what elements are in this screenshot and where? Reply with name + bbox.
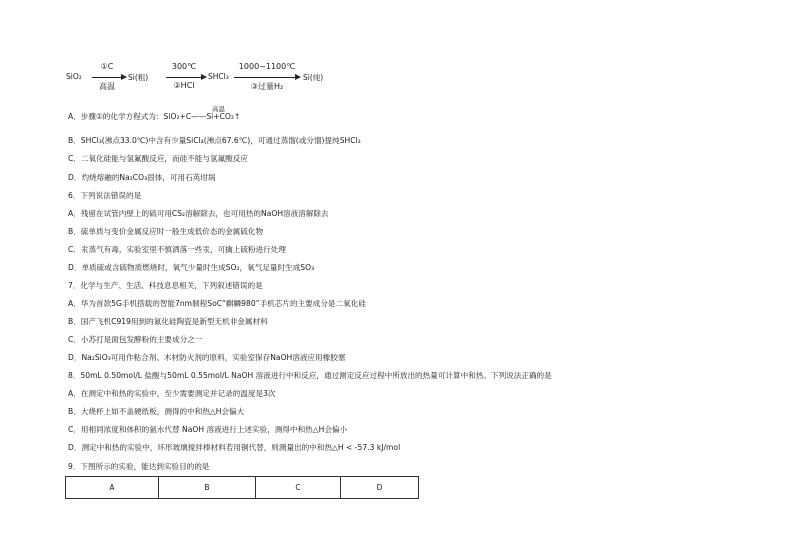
q6-option-b: B．硫单质与变价金属反应时一般生成低价态的金属硫化物 — [68, 227, 264, 236]
q8-option-d: D．测定中和热的实验中，环形玻璃搅拌棒材料若用铜代替，则测量出的中和热△H < -57.3 kJ/mol — [68, 443, 401, 452]
scheme-start: SiO₂ — [66, 72, 82, 81]
option-a-step1: A．步骤①的化学方程式为：SiO₂+C——Si+CO₂↑ — [68, 112, 241, 121]
q6-option-c: C．汞蒸气有毒，实验室里不慎洒落一些汞，可擒上硫粉进行处理 — [68, 245, 286, 254]
table-header-c: C — [256, 477, 341, 499]
q8-option-a: A．在测定中和热的实验中，至少需要测定并记录的温度是3次 — [68, 389, 276, 398]
scheme-arrowhead-1 — [121, 74, 127, 80]
scheme-product: Si(纯) — [303, 73, 324, 82]
options-table — [65, 476, 419, 499]
scheme-middle: SHCl₃ — [208, 72, 229, 81]
option-d-crucible: D．灼烧熔融的Na₂CO₃固体，可用石英坩埚 — [68, 173, 216, 182]
q7-option-b: B．国产飞机C919用到的氮化硅陶瓷是新型无机非金属材料 — [68, 317, 268, 326]
q7-option-c: C．小苏打是面包发酵粉的主要成分之一 — [68, 335, 203, 344]
table-header-a: A — [66, 477, 159, 499]
scheme-crude: Si(粗) — [128, 73, 149, 82]
question-6-stem: 6．下列说法错误的是 — [68, 191, 142, 200]
option-c-hf: C．二氧化硅能与氢氟酸反应，而硅不能与氢氟酸反应 — [68, 154, 248, 163]
q8-option-b: B．大烧杯上如不盖硬纸板，测得的中和热△H会偏大 — [68, 407, 245, 416]
scheme-step1-bottom: 高温 — [99, 82, 115, 91]
q6-option-a: A．残留在试管内壁上的硫可用CS₂溶解除去，也可用热的NaOH溶液溶解除去 — [68, 209, 329, 218]
scheme-step3-bottom: ③过量H₂ — [250, 82, 284, 91]
q7-option-a: A．华为首款5G手机搭载的智能7nm制程SoC“麒麟980”手机芯片的主要成分是二氧化硅 — [68, 299, 366, 308]
question-8-stem: 8．50mL 0.50mol/L 盐酸与50mL 0.55mol/L NaOH 溶液进行中和反应，通过测定反应过程中所放出的热量可计算中和热。下列说法正确的是 — [68, 371, 552, 380]
table-header-b: B — [159, 477, 256, 499]
scheme-step2-top: 300℃ — [171, 62, 197, 71]
table-header-d: D — [341, 477, 419, 499]
scheme-arrow-2 — [166, 77, 202, 78]
reaction-scheme — [66, 62, 626, 98]
scheme-arrowhead-2 — [201, 74, 207, 80]
q6-option-d: D．单质硫或含硫物质燃烧时，氧气少量时生成SO₂，氧气足量时生成SO₃ — [68, 263, 315, 272]
option-b-distillation: B．SHCl₃(沸点33.0℃)中含有少量SiCl₄(沸点67.6℃)，可通过蒸馏(或分馏)提纯SHCl₃ — [68, 136, 361, 145]
question-9-stem: 9．下图所示的实验，能达到实验目的的是 — [68, 462, 210, 471]
scheme-arrow-1 — [92, 77, 122, 78]
scheme-arrowhead-3 — [295, 74, 301, 80]
equation-condition: 高温 — [212, 105, 225, 113]
question-7-stem: 7．化学与生产、生活、科技息息相关，下列叙述错误的是 — [68, 281, 263, 290]
q7-option-d: D．Na₂SiO₃可用作粘合剂、木材防火剂的原料，实验室保存NaOH溶液应用橡胶塞 — [68, 353, 346, 362]
scheme-step3-top: 1000~1100℃ — [238, 62, 296, 71]
scheme-step1-top: ①C — [100, 62, 114, 71]
table-row — [66, 477, 419, 499]
q8-option-c: C．用相同浓度和体积的氨水代替 NaOH 溶液进行上述实验，测得中和热△H会偏小 — [68, 425, 348, 434]
scheme-step2-bottom: ②HCl — [173, 81, 195, 90]
scheme-arrow-3 — [234, 77, 296, 78]
